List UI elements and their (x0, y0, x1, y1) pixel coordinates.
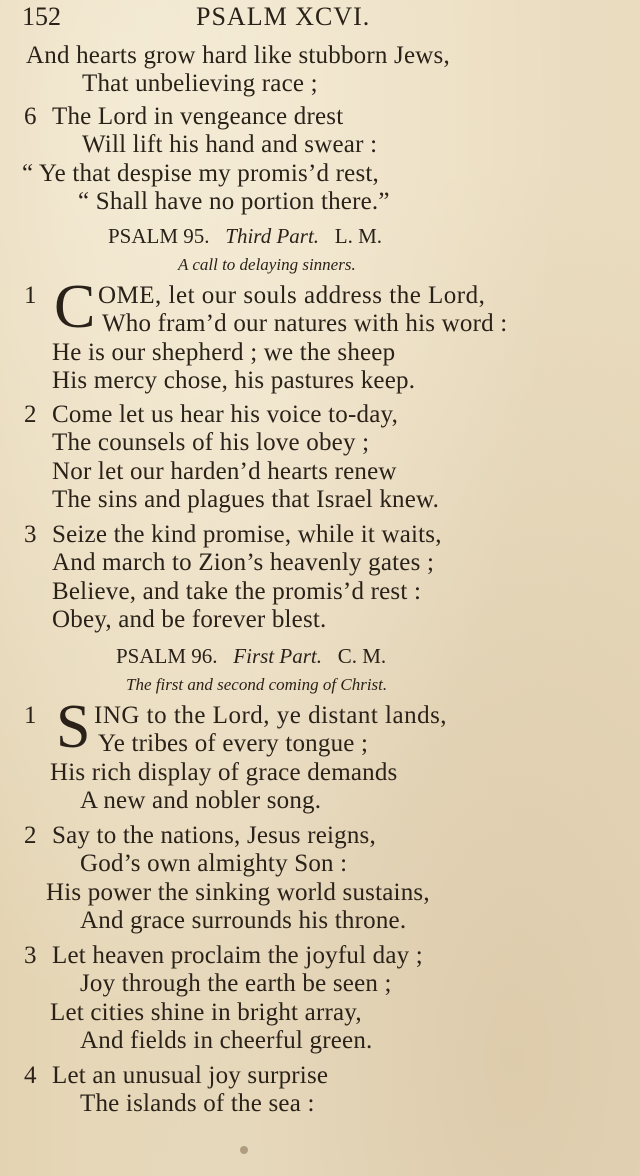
verse-line: Ye tribes of every tongue ; (98, 730, 369, 757)
verse-line: Obey, and be forever blest. (52, 606, 327, 633)
drop-cap: S (56, 693, 91, 761)
drop-cap: C (54, 273, 96, 341)
stanza-number: 1 (24, 282, 37, 309)
psalm-subtitle: The first and second coming of Christ. (126, 675, 388, 694)
verse-line: And grace surrounds his throne. (80, 907, 407, 934)
stanza-number: 2 (24, 822, 37, 849)
stanza-number: 4 (24, 1062, 37, 1089)
ink-spot (240, 1146, 248, 1154)
verse-line: Who fram’d our natures with his word : (102, 310, 508, 337)
psalm-heading-title: PSALM 96. (116, 644, 218, 668)
verse-line: And fields in cheerful green. (80, 1027, 373, 1054)
verse-line: OME, let our souls address the Lord, (98, 282, 486, 309)
psalm-heading-part: First Part. (233, 644, 322, 668)
verse-line: And march to Zion’s heavenly gates ; (52, 549, 435, 576)
verse-line: Say to the nations, Jesus reigns, (52, 822, 376, 849)
stanza-number: 3 (24, 521, 37, 548)
verse-line: Believe, and take the promis’d rest : (52, 578, 422, 605)
verse-line: Let cities shine in bright array, (50, 999, 362, 1026)
psalm-heading-part: Third Part. (225, 224, 320, 248)
verse-line: His rich display of grace demands (50, 759, 398, 786)
verse-line: Joy through the earth be seen ; (80, 970, 392, 997)
verse-line: God’s own almighty Son : (80, 850, 348, 877)
psalm-heading-title: PSALM 95. (108, 224, 210, 248)
verse-line: Will lift his hand and swear : (82, 131, 378, 158)
verse-line: The sins and plagues that Israel knew. (52, 486, 440, 513)
verse-line: His mercy chose, his pastures keep. (52, 367, 416, 394)
verse-line: “ Shall have no portion there.” (78, 188, 390, 215)
verse-line: A new and nobler song. (80, 787, 322, 814)
psalm-heading-meter: L. M. (334, 224, 383, 248)
verse-line: He is our shepherd ; we the sheep (52, 339, 396, 366)
page-number: 152 (22, 2, 61, 31)
stanza-number: 6 (24, 103, 37, 130)
verse-line: The Lord in vengeance drest (52, 103, 344, 130)
verse-line: Come let us hear his voice to-day, (52, 401, 399, 428)
psalm-heading (116, 643, 386, 669)
verse-line: ING to the Lord, ye distant lands, (94, 702, 448, 729)
verse-line: His power the sinking world sustains, (46, 879, 430, 906)
psalm-heading (108, 223, 382, 249)
verse-line: Seize the kind promise, while it waits, (52, 521, 442, 548)
verse-line: Let heaven proclaim the joyful day ; (52, 942, 423, 969)
stanza-number: 2 (24, 401, 37, 428)
running-title: PSALM XCVI. (196, 2, 371, 31)
verse-line: Let an unusual joy surprise (52, 1062, 329, 1089)
stanza-number: 3 (24, 942, 37, 969)
psalm-subtitle: A call to delaying sinners. (178, 255, 356, 274)
verse-line: Nor let our harden’d hearts renew (52, 458, 397, 485)
verse-line: That unbelieving race ; (82, 70, 318, 97)
verse-line: The counsels of his love obey ; (52, 429, 370, 456)
stanza-number: 1 (24, 702, 37, 729)
psalm-heading-meter: C. M. (337, 644, 387, 668)
verse-line: And hearts grow hard like stubborn Jews, (26, 42, 450, 69)
verse-line: “ Ye that despise my promis’d rest, (22, 160, 379, 187)
verse-line: The islands of the sea : (80, 1090, 315, 1117)
